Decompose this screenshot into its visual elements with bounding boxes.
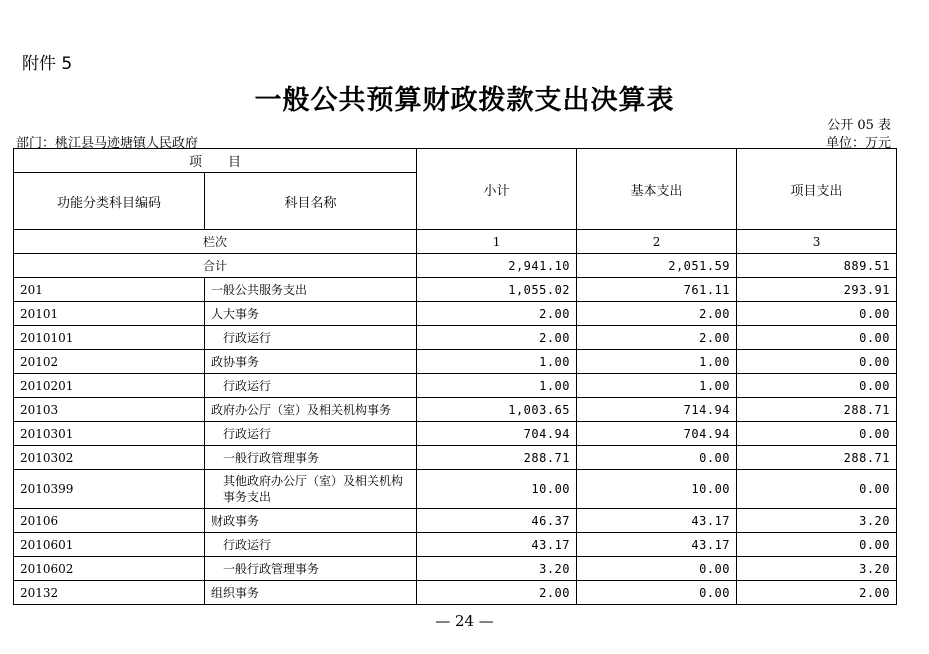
row-basic: 0.00	[577, 557, 737, 581]
row-project: 3.20	[737, 509, 897, 533]
header-subject-name: 科目名称	[205, 173, 417, 230]
page-number: — 24 —	[435, 612, 494, 630]
total-project: 889.51	[737, 254, 897, 278]
row-subtotal: 704.94	[417, 422, 577, 446]
row-project: 0.00	[737, 350, 897, 374]
unit-label: 单位：万元	[825, 136, 891, 151]
row-name: 一般行政管理事务	[205, 557, 417, 581]
table-row	[14, 326, 897, 350]
row-code: 2010602	[14, 557, 205, 581]
row-basic: 43.17	[577, 509, 737, 533]
attachment-label: 附件 5	[22, 54, 73, 74]
table-row	[14, 278, 897, 302]
department-label: 部门：桃江县马迹塘镇人民政府	[16, 136, 199, 151]
header-project: 项目支出	[737, 149, 897, 230]
row-name: 行政运行	[205, 326, 417, 350]
row-project: 0.00	[737, 374, 897, 398]
row-code: 2010601	[14, 533, 205, 557]
table-row	[14, 509, 897, 533]
header-item: 项 目	[14, 149, 417, 173]
table-row	[14, 557, 897, 581]
column-number-3: 3	[737, 230, 897, 254]
row-project: 2.00	[737, 581, 897, 605]
row-code: 20101	[14, 302, 205, 326]
column-number-1: 1	[417, 230, 577, 254]
row-project: 288.71	[737, 398, 897, 422]
row-code: 201	[14, 278, 205, 302]
page-title: 一般公共预算财政拨款支出决算表	[254, 85, 675, 116]
row-subtotal: 1,003.65	[417, 398, 577, 422]
row-name: 组织事务	[205, 581, 417, 605]
row-basic: 10.00	[577, 470, 737, 509]
total-label: 合计	[14, 254, 417, 278]
row-name: 行政运行	[205, 533, 417, 557]
row-name: 财政事务	[205, 509, 417, 533]
table-row	[14, 374, 897, 398]
row-basic: 2.00	[577, 302, 737, 326]
column-number-2: 2	[577, 230, 737, 254]
row-code: 20102	[14, 350, 205, 374]
row-name: 其他政府办公厅（室）及相关机构事务支出	[205, 470, 417, 509]
row-project: 3.20	[737, 557, 897, 581]
total-basic: 2,051.59	[577, 254, 737, 278]
header-basic: 基本支出	[577, 149, 737, 230]
row-project: 0.00	[737, 470, 897, 509]
row-name: 行政运行	[205, 422, 417, 446]
header-func-code: 功能分类科目编码	[14, 173, 205, 230]
row-basic: 43.17	[577, 533, 737, 557]
row-subtotal: 43.17	[417, 533, 577, 557]
row-subtotal: 2.00	[417, 581, 577, 605]
row-name: 一般行政管理事务	[205, 446, 417, 470]
row-basic: 0.00	[577, 446, 737, 470]
row-basic: 1.00	[577, 374, 737, 398]
table-row	[14, 398, 897, 422]
table-row	[14, 446, 897, 470]
column-numbers-label: 栏次	[14, 230, 417, 254]
row-project: 0.00	[737, 302, 897, 326]
row-name: 政协事务	[205, 350, 417, 374]
row-subtotal: 3.20	[417, 557, 577, 581]
row-subtotal: 46.37	[417, 509, 577, 533]
row-code: 20103	[14, 398, 205, 422]
row-code: 20132	[14, 581, 205, 605]
table-row	[14, 470, 897, 509]
table-row	[14, 422, 897, 446]
table-row	[14, 533, 897, 557]
row-basic: 1.00	[577, 350, 737, 374]
header-subtotal: 小计	[417, 149, 577, 230]
row-project: 293.91	[737, 278, 897, 302]
row-project: 0.00	[737, 533, 897, 557]
row-name: 一般公共服务支出	[205, 278, 417, 302]
row-subtotal: 1,055.02	[417, 278, 577, 302]
row-basic: 0.00	[577, 581, 737, 605]
row-basic: 2.00	[577, 326, 737, 350]
row-basic: 761.11	[577, 278, 737, 302]
row-name: 行政运行	[205, 374, 417, 398]
row-subtotal: 288.71	[417, 446, 577, 470]
row-name: 人大事务	[205, 302, 417, 326]
row-code: 2010201	[14, 374, 205, 398]
table-row	[14, 302, 897, 326]
row-project: 0.00	[737, 422, 897, 446]
table-row	[14, 581, 897, 605]
table-code: 公开 05 表	[827, 118, 891, 133]
row-subtotal: 1.00	[417, 374, 577, 398]
row-code: 2010302	[14, 446, 205, 470]
row-project: 288.71	[737, 446, 897, 470]
row-basic: 714.94	[577, 398, 737, 422]
row-subtotal: 1.00	[417, 350, 577, 374]
row-code: 2010301	[14, 422, 205, 446]
row-basic: 704.94	[577, 422, 737, 446]
row-code: 20106	[14, 509, 205, 533]
row-name: 政府办公厅（室）及相关机构事务	[205, 398, 417, 422]
row-code: 2010399	[14, 470, 205, 509]
row-subtotal: 2.00	[417, 302, 577, 326]
row-code: 2010101	[14, 326, 205, 350]
row-project: 0.00	[737, 326, 897, 350]
table-row	[14, 350, 897, 374]
total-subtotal: 2,941.10	[417, 254, 577, 278]
row-subtotal: 10.00	[417, 470, 577, 509]
expenditure-table	[13, 148, 897, 605]
row-subtotal: 2.00	[417, 326, 577, 350]
